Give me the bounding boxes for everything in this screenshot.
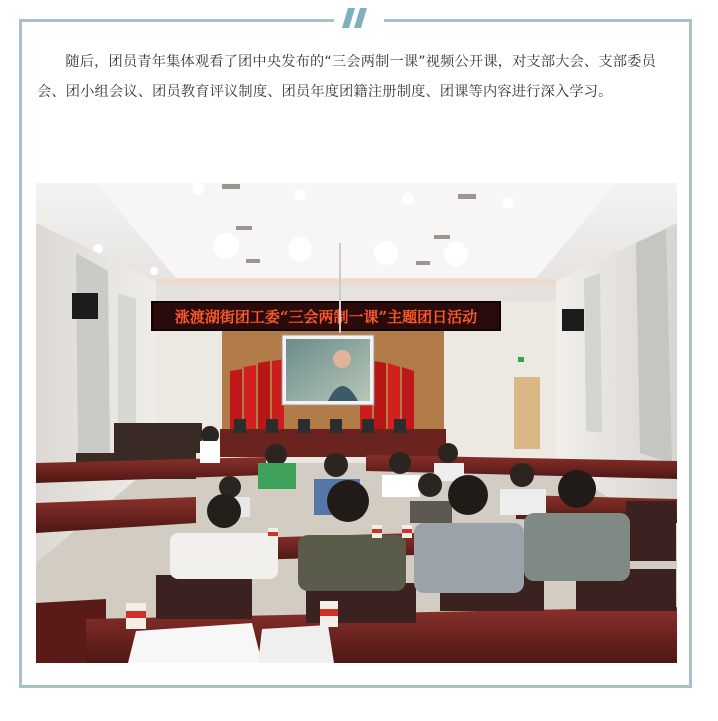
article-paragraph: 随后，团员青年集体观看了团中央发布的“三会两制一课”视频公开课，对支部大会、支部委员会、团小组会议、团员教育评议制度、团员年度团籍注册制度、团课等内容进行深入学习。 bbox=[37, 54, 656, 100]
meeting-photo bbox=[36, 183, 677, 663]
led-banner-text: 涨渡湖街团工委“三会两制一课”主题团日活动 bbox=[174, 308, 478, 326]
frame-decoration-slashes bbox=[334, 5, 384, 31]
